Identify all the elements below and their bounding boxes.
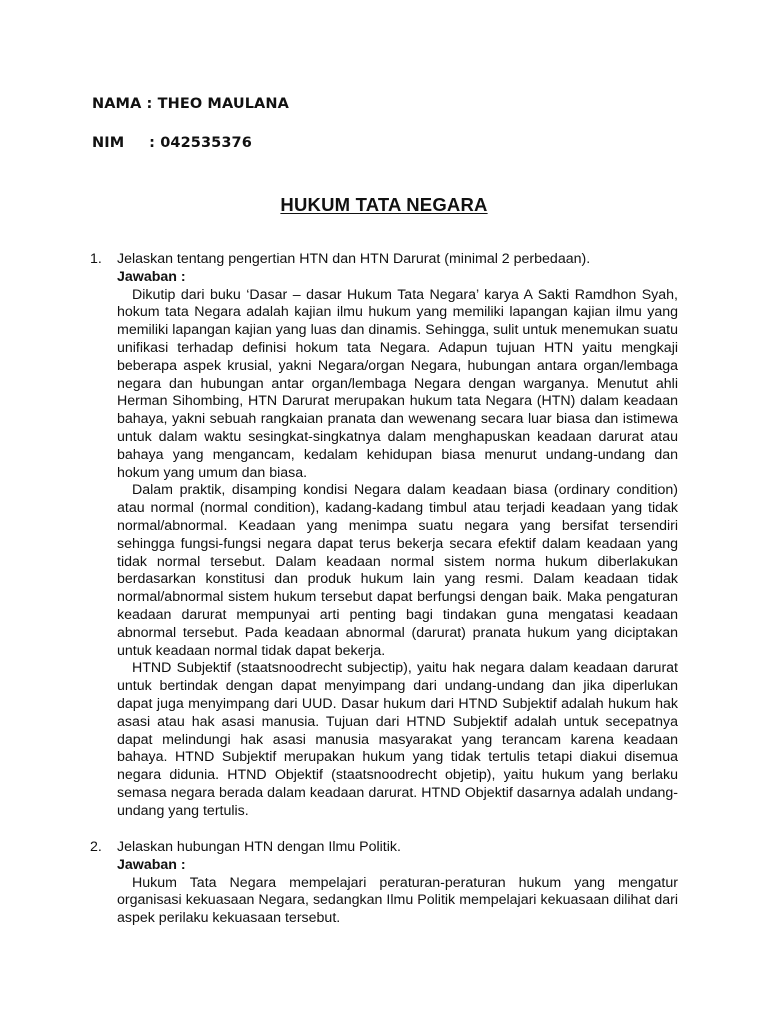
answer-paragraph: Dalam praktik, disamping kondisi Negara dalam keadaan biasa (ordinary condition) atau normal (normal condition), kadang-kadang timbul atau terjadi keadaan yang tidak normal/abnormal. Keadaan yang menimpa suatu negara yang bersifat tersendiri sehingga fungsi-fungsi negara dapat terus bekerja secara efektif dalam keadaan yang tidak normal tersebut. Dalam keadaan normal sistem norma hukum diberlakukan berdasarkan konstitusi dan produk hukum lain yang resmi. Dalam keadaan tidak normal/abnormal sistem hukum tersebut dapat berfungsi dengan baik. Maka pengaturan keadaan darurat mempunyai arti penting bagi tindakan guna mengatasi keadaan abnormal tersebut. Pada keadaan abnormal (darurat) pranata hukum yang diciptakan untuk keadaan normal tidak dapat bekerja. [117,482,678,659]
question-text: Jelaskan tentang pengertian HTN dan HTN Darurat (minimal 2 perbedaan). [117,251,591,267]
question-number: 1. [90,251,102,267]
document-title: HUKUM TATA NEGARA [280,194,488,215]
answer-label: Jawaban : [117,856,186,873]
answer-paragraph: Dikutip dari buku ‘Dasar – dasar Hukum Tata Negara’ karya A Sakti Ramdhon Syah, hokum tata Negara adalah kajian ilmu hukum yang memiliki lapangan kajian ilmu yang memiliki lapangan kajian yang luas dan dinamis. Sehingga, sulit untuk menemukan suatu unifikasi terhadap definisi hokum tata Negara. Adapun tujuan HTN yaitu mengkaji beberapa aspek krusial, yakni Negara/organ Negara, hubungan antara organ/lembaga negara dan hubungan antar organ/lembaga Negara dengan warganya. Menutut ahli Herman Sihombing, HTN Darurat merupakan hukum tata Negara (HTN) dalam keadaan bahaya, yakni sebuah rangkaian pranata dan wewenang secara luar biasa dan istimewa untuk dalam waktu sesingkat-singkatnya dalam menghapuskan keadaan darurat atau bahaya yang mengancam, kedalam kehidupan biasa menurut undang-undang dan hokum yang umum dan biasa. [117,286,678,481]
answer-paragraph: Hukum Tata Negara mempelajari peraturan-peraturan hukum yang mengatur organisasi kekuasaan Negara, sedangkan Ilmu Politik mempelajari kekuasaan dilihat dari aspek perilaku kekuasaan tersebut. [117,874,678,927]
student-name-line [92,96,289,112]
question-2 [90,839,678,928]
question-text: Jelaskan hubungan HTN dengan Ilmu Politik. [117,839,401,855]
nim-label: NIM [92,135,125,151]
question-number: 2. [90,839,102,855]
answer-paragraph: HTND Subjektif (staatsnoodrecht subjectip), yaitu hak negara dalam keadaan darurat untuk bertindak dengan dapat menyimpang dari undang-undang dan jika diperlukan dapat juga menyimpang dari UUD. Dasar hukum dari HTND Subjektif adalah hukum hak asasi atau hak asasi manusia. Tujuan dari HTND Subjektif adalah untuk secepatnya dapat melindungi hak asasi manusia masyarakat yang terancam karena keadaan bahaya. HTND Subjektif merupakan hukum yang tidak tertulis tetapi diakui disemua negara didunia. HTND Objektif (staatsnoodrecht objetip), yaitu hukum yang berlaku semasa negara berada dalam keadaan darurat. HTND Objektif dasarnya adalah undang-undang yang tertulis. [117,660,678,819]
student-nim-line [92,135,252,151]
name-label: NAMA : [92,96,153,112]
question-body [117,251,678,821]
question-body [117,839,678,928]
nim-value: : 042535376 [149,135,252,151]
answer-label: Jawaban : [117,268,186,285]
question-1 [90,251,678,821]
name-value: THEO MAULANA [157,96,289,112]
